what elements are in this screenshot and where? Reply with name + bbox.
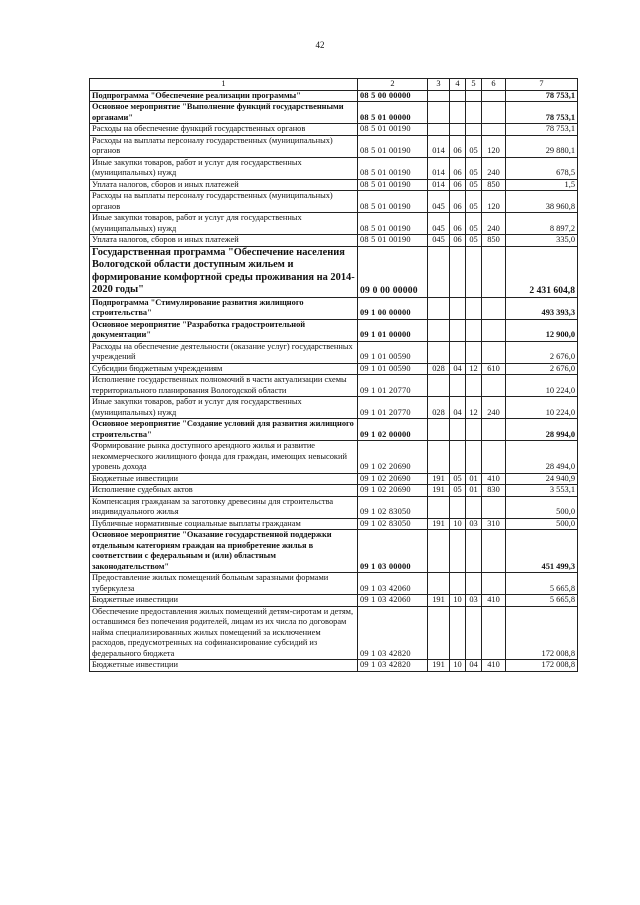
cell-subsection [466, 419, 482, 441]
cell-code: 09 1 03 42060 [358, 595, 428, 607]
cell-section: 06 [450, 179, 466, 191]
cell-subsection [466, 441, 482, 474]
table-row [90, 419, 578, 441]
cell-code: 09 1 01 00590 [358, 341, 428, 363]
cell-code: 09 1 02 20690 [358, 485, 428, 497]
table-body [90, 90, 578, 671]
cell-ministry: 191 [428, 485, 450, 497]
cell-amount: 10 224,0 [506, 397, 578, 419]
cell-subsection [466, 246, 482, 297]
cell-section: 10 [450, 518, 466, 530]
cell-ministry: 045 [428, 213, 450, 235]
cell-code: 08 5 01 00190 [358, 179, 428, 191]
cell-amount: 5 665,8 [506, 595, 578, 607]
cell-section [450, 573, 466, 595]
cell-expense-type: 410 [482, 473, 506, 485]
header-cell-ministry: 3 [428, 79, 450, 91]
cell-ministry [428, 496, 450, 518]
cell-section [450, 297, 466, 319]
cell-amount: 24 940,9 [506, 473, 578, 485]
cell-section: 10 [450, 595, 466, 607]
header-row [90, 79, 578, 91]
cell-code: 09 1 03 00000 [358, 530, 428, 573]
cell-expense-type [482, 573, 506, 595]
cell-code: 09 1 00 00000 [358, 297, 428, 319]
cell-amount: 3 553,1 [506, 485, 578, 497]
cell-section [450, 606, 466, 660]
cell-subsection [466, 319, 482, 341]
cell-section: 06 [450, 191, 466, 213]
cell-section: 05 [450, 485, 466, 497]
table-row [90, 485, 578, 497]
table-row [90, 124, 578, 136]
cell-section [450, 102, 466, 124]
cell-code: 09 1 03 42820 [358, 606, 428, 660]
cell-code: 08 5 01 00190 [358, 124, 428, 136]
cell-expense-type [482, 124, 506, 136]
cell-expense-type: 830 [482, 485, 506, 497]
table-row [90, 595, 578, 607]
cell-name: Расходы на выплаты персоналу государственных (муниципальных) органов [90, 191, 358, 213]
cell-subsection [466, 375, 482, 397]
cell-name: Уплата налогов, сборов и иных платежей [90, 179, 358, 191]
cell-ministry: 191 [428, 473, 450, 485]
table-row [90, 397, 578, 419]
cell-code: 09 1 01 00590 [358, 363, 428, 375]
cell-ministry [428, 375, 450, 397]
cell-section: 06 [450, 135, 466, 157]
cell-name: Государственная программа "Обеспечение населения Вологодской области доступным жильем и формирование комфортной среды проживания на 2014-2020 годы" [90, 246, 358, 297]
cell-expense-type [482, 102, 506, 124]
cell-code: 08 5 01 00190 [358, 235, 428, 247]
cell-amount: 172 008,8 [506, 660, 578, 672]
cell-subsection [466, 124, 482, 136]
cell-amount: 451 499,3 [506, 530, 578, 573]
cell-expense-type: 850 [482, 179, 506, 191]
cell-subsection: 05 [466, 235, 482, 247]
cell-name: Субсидии бюджетным учреждениям [90, 363, 358, 375]
budget-table [89, 78, 578, 672]
table-row [90, 496, 578, 518]
cell-ministry: 014 [428, 157, 450, 179]
cell-expense-type [482, 606, 506, 660]
cell-subsection: 03 [466, 518, 482, 530]
table-row [90, 341, 578, 363]
cell-section: 04 [450, 397, 466, 419]
cell-section: 10 [450, 660, 466, 672]
cell-amount: 78 753,1 [506, 90, 578, 102]
cell-expense-type [482, 375, 506, 397]
cell-code: 09 1 02 20690 [358, 473, 428, 485]
cell-ministry [428, 246, 450, 297]
page-number: 42 [315, 40, 325, 50]
cell-amount: 1,5 [506, 179, 578, 191]
cell-ministry [428, 419, 450, 441]
cell-amount: 500,0 [506, 496, 578, 518]
cell-ministry: 045 [428, 191, 450, 213]
table-row [90, 530, 578, 573]
cell-subsection: 05 [466, 213, 482, 235]
cell-section [450, 419, 466, 441]
cell-amount: 2 676,0 [506, 363, 578, 375]
header-cell-code: 2 [358, 79, 428, 91]
cell-section: 06 [450, 213, 466, 235]
cell-code: 09 1 03 42820 [358, 660, 428, 672]
cell-subsection [466, 530, 482, 573]
header-cell-section: 4 [450, 79, 466, 91]
cell-section [450, 496, 466, 518]
cell-section: 04 [450, 363, 466, 375]
cell-code: 09 1 02 00000 [358, 419, 428, 441]
cell-amount: 10 224,0 [506, 375, 578, 397]
cell-amount: 5 665,8 [506, 573, 578, 595]
cell-code: 09 1 02 83050 [358, 518, 428, 530]
cell-subsection: 04 [466, 660, 482, 672]
cell-subsection [466, 90, 482, 102]
table-row [90, 375, 578, 397]
cell-expense-type [482, 246, 506, 297]
header-cell-amount: 7 [506, 79, 578, 91]
cell-code: 08 5 01 00190 [358, 213, 428, 235]
cell-name: Основное мероприятие "Оказание государственной поддержки отдельным категориям граждан на приобретение жилья в соответствии с федеральным и (или) областным законодательством" [90, 530, 358, 573]
cell-ministry [428, 124, 450, 136]
cell-expense-type: 410 [482, 595, 506, 607]
table-row [90, 213, 578, 235]
cell-subsection [466, 297, 482, 319]
cell-name: Формирование рынка доступного арендного жилья и развитие некоммерческого жилищного фонда для граждан, имеющих невысокий уровень дохода [90, 441, 358, 474]
cell-amount: 28 494,0 [506, 441, 578, 474]
table-row [90, 606, 578, 660]
cell-amount: 12 900,0 [506, 319, 578, 341]
cell-subsection: 03 [466, 595, 482, 607]
cell-amount: 500,0 [506, 518, 578, 530]
table-row [90, 157, 578, 179]
cell-code: 08 5 00 00000 [358, 90, 428, 102]
cell-amount: 172 008,8 [506, 606, 578, 660]
cell-expense-type: 240 [482, 157, 506, 179]
table-row [90, 518, 578, 530]
cell-ministry: 191 [428, 518, 450, 530]
cell-amount: 2 676,0 [506, 341, 578, 363]
cell-subsection [466, 606, 482, 660]
cell-expense-type [482, 530, 506, 573]
cell-subsection: 12 [466, 363, 482, 375]
cell-name: Основное мероприятие "Создание условий для развития жилищного строительства" [90, 419, 358, 441]
cell-ministry [428, 573, 450, 595]
cell-ministry: 191 [428, 595, 450, 607]
cell-name: Уплата налогов, сборов и иных платежей [90, 235, 358, 247]
cell-expense-type: 240 [482, 397, 506, 419]
cell-amount: 2 431 604,8 [506, 246, 578, 297]
cell-amount: 8 897,2 [506, 213, 578, 235]
cell-subsection [466, 341, 482, 363]
cell-amount: 29 880,1 [506, 135, 578, 157]
cell-section [450, 246, 466, 297]
cell-code: 08 5 01 00000 [358, 102, 428, 124]
cell-ministry: 045 [428, 235, 450, 247]
table-row [90, 191, 578, 213]
cell-section [450, 341, 466, 363]
cell-amount: 38 960,8 [506, 191, 578, 213]
cell-section [450, 90, 466, 102]
cell-expense-type: 610 [482, 363, 506, 375]
cell-code: 09 1 02 83050 [358, 496, 428, 518]
table-row [90, 135, 578, 157]
cell-name: Бюджетные инвестиции [90, 660, 358, 672]
cell-code: 09 0 00 00000 [358, 246, 428, 297]
cell-name: Расходы на выплаты персоналу государственных (муниципальных) органов [90, 135, 358, 157]
table-row [90, 573, 578, 595]
cell-subsection: 01 [466, 485, 482, 497]
cell-ministry: 028 [428, 397, 450, 419]
cell-name: Расходы на обеспечение деятельности (оказание услуг) государственных учреждений [90, 341, 358, 363]
table-row [90, 235, 578, 247]
cell-expense-type: 410 [482, 660, 506, 672]
cell-subsection [466, 573, 482, 595]
cell-name: Иные закупки товаров, работ и услуг для государственных (муниципальных) нужд [90, 157, 358, 179]
table-row [90, 90, 578, 102]
cell-code: 08 5 01 00190 [358, 157, 428, 179]
cell-expense-type: 120 [482, 191, 506, 213]
cell-expense-type: 310 [482, 518, 506, 530]
cell-subsection: 05 [466, 157, 482, 179]
cell-ministry [428, 606, 450, 660]
cell-ministry [428, 341, 450, 363]
cell-amount: 335,0 [506, 235, 578, 247]
cell-name: Подпрограмма "Обеспечение реализации программы" [90, 90, 358, 102]
table-row [90, 441, 578, 474]
cell-expense-type [482, 419, 506, 441]
cell-code: 09 1 01 00000 [358, 319, 428, 341]
cell-subsection: 05 [466, 179, 482, 191]
cell-name: Бюджетные инвестиции [90, 595, 358, 607]
cell-expense-type: 240 [482, 213, 506, 235]
header-cell-expense-type: 6 [482, 79, 506, 91]
cell-code: 09 1 03 42060 [358, 573, 428, 595]
cell-ministry: 028 [428, 363, 450, 375]
cell-ministry [428, 297, 450, 319]
cell-name: Исполнение судебных актов [90, 485, 358, 497]
cell-amount: 78 753,1 [506, 102, 578, 124]
cell-name: Предоставление жилых помещений больным заразными формами туберкулеза [90, 573, 358, 595]
cell-expense-type [482, 319, 506, 341]
cell-section [450, 441, 466, 474]
cell-ministry: 014 [428, 135, 450, 157]
table-row [90, 102, 578, 124]
cell-ministry: 014 [428, 179, 450, 191]
cell-subsection: 05 [466, 191, 482, 213]
cell-expense-type [482, 297, 506, 319]
header-cell-name: 1 [90, 79, 358, 91]
cell-ministry: 191 [428, 660, 450, 672]
cell-name: Компенсация гражданам за заготовку древесины для строительства индивидуального жилья [90, 496, 358, 518]
table-row [90, 179, 578, 191]
table-row [90, 363, 578, 375]
cell-subsection: 01 [466, 473, 482, 485]
cell-amount: 493 393,3 [506, 297, 578, 319]
cell-section: 05 [450, 473, 466, 485]
cell-code: 08 5 01 00190 [358, 191, 428, 213]
cell-name: Иные закупки товаров, работ и услуг для государственных (муниципальных) нужд [90, 397, 358, 419]
cell-amount: 78 753,1 [506, 124, 578, 136]
table-row [90, 473, 578, 485]
cell-section [450, 530, 466, 573]
header-cell-subsection: 5 [466, 79, 482, 91]
cell-ministry [428, 319, 450, 341]
cell-ministry [428, 102, 450, 124]
cell-expense-type [482, 90, 506, 102]
cell-section [450, 375, 466, 397]
cell-name: Иные закупки товаров, работ и услуг для государственных (муниципальных) нужд [90, 213, 358, 235]
cell-ministry [428, 530, 450, 573]
cell-name: Расходы на обеспечение функций государственных органов [90, 124, 358, 136]
table-row [90, 319, 578, 341]
cell-amount: 28 994,0 [506, 419, 578, 441]
cell-code: 08 5 01 00190 [358, 135, 428, 157]
cell-expense-type: 120 [482, 135, 506, 157]
cell-name: Исполнение государственных полномочий в части актуализации схемы территориального планирования Вологодской области [90, 375, 358, 397]
cell-expense-type [482, 341, 506, 363]
table-row [90, 246, 578, 297]
cell-name: Публичные нормативные социальные выплаты гражданам [90, 518, 358, 530]
cell-name: Основное мероприятие "Разработка градостроительной документации" [90, 319, 358, 341]
cell-code: 09 1 02 20690 [358, 441, 428, 474]
cell-section: 06 [450, 157, 466, 179]
cell-code: 09 1 01 20770 [358, 397, 428, 419]
cell-amount: 678,5 [506, 157, 578, 179]
table-row [90, 660, 578, 672]
cell-name: Основное мероприятие "Выполнение функций государственными органами" [90, 102, 358, 124]
cell-ministry [428, 441, 450, 474]
cell-section [450, 124, 466, 136]
cell-name: Бюджетные инвестиции [90, 473, 358, 485]
cell-subsection [466, 102, 482, 124]
cell-subsection: 05 [466, 135, 482, 157]
cell-subsection: 12 [466, 397, 482, 419]
cell-section: 06 [450, 235, 466, 247]
cell-name: Обеспечение предоставления жилых помещений детям-сиротам и детям, оставшимся без попечения родителей, лицам из их числа по договорам найма специализированных жилых помещений за исключением расходов, предусмотренных на софинансирование субсидий из федерального бюджета [90, 606, 358, 660]
table-row [90, 297, 578, 319]
cell-expense-type: 850 [482, 235, 506, 247]
cell-ministry [428, 90, 450, 102]
cell-subsection [466, 496, 482, 518]
cell-expense-type [482, 441, 506, 474]
cell-expense-type [482, 496, 506, 518]
cell-name: Подпрограмма "Стимулирование развития жилищного строительства" [90, 297, 358, 319]
cell-section [450, 319, 466, 341]
cell-code: 09 1 01 20770 [358, 375, 428, 397]
